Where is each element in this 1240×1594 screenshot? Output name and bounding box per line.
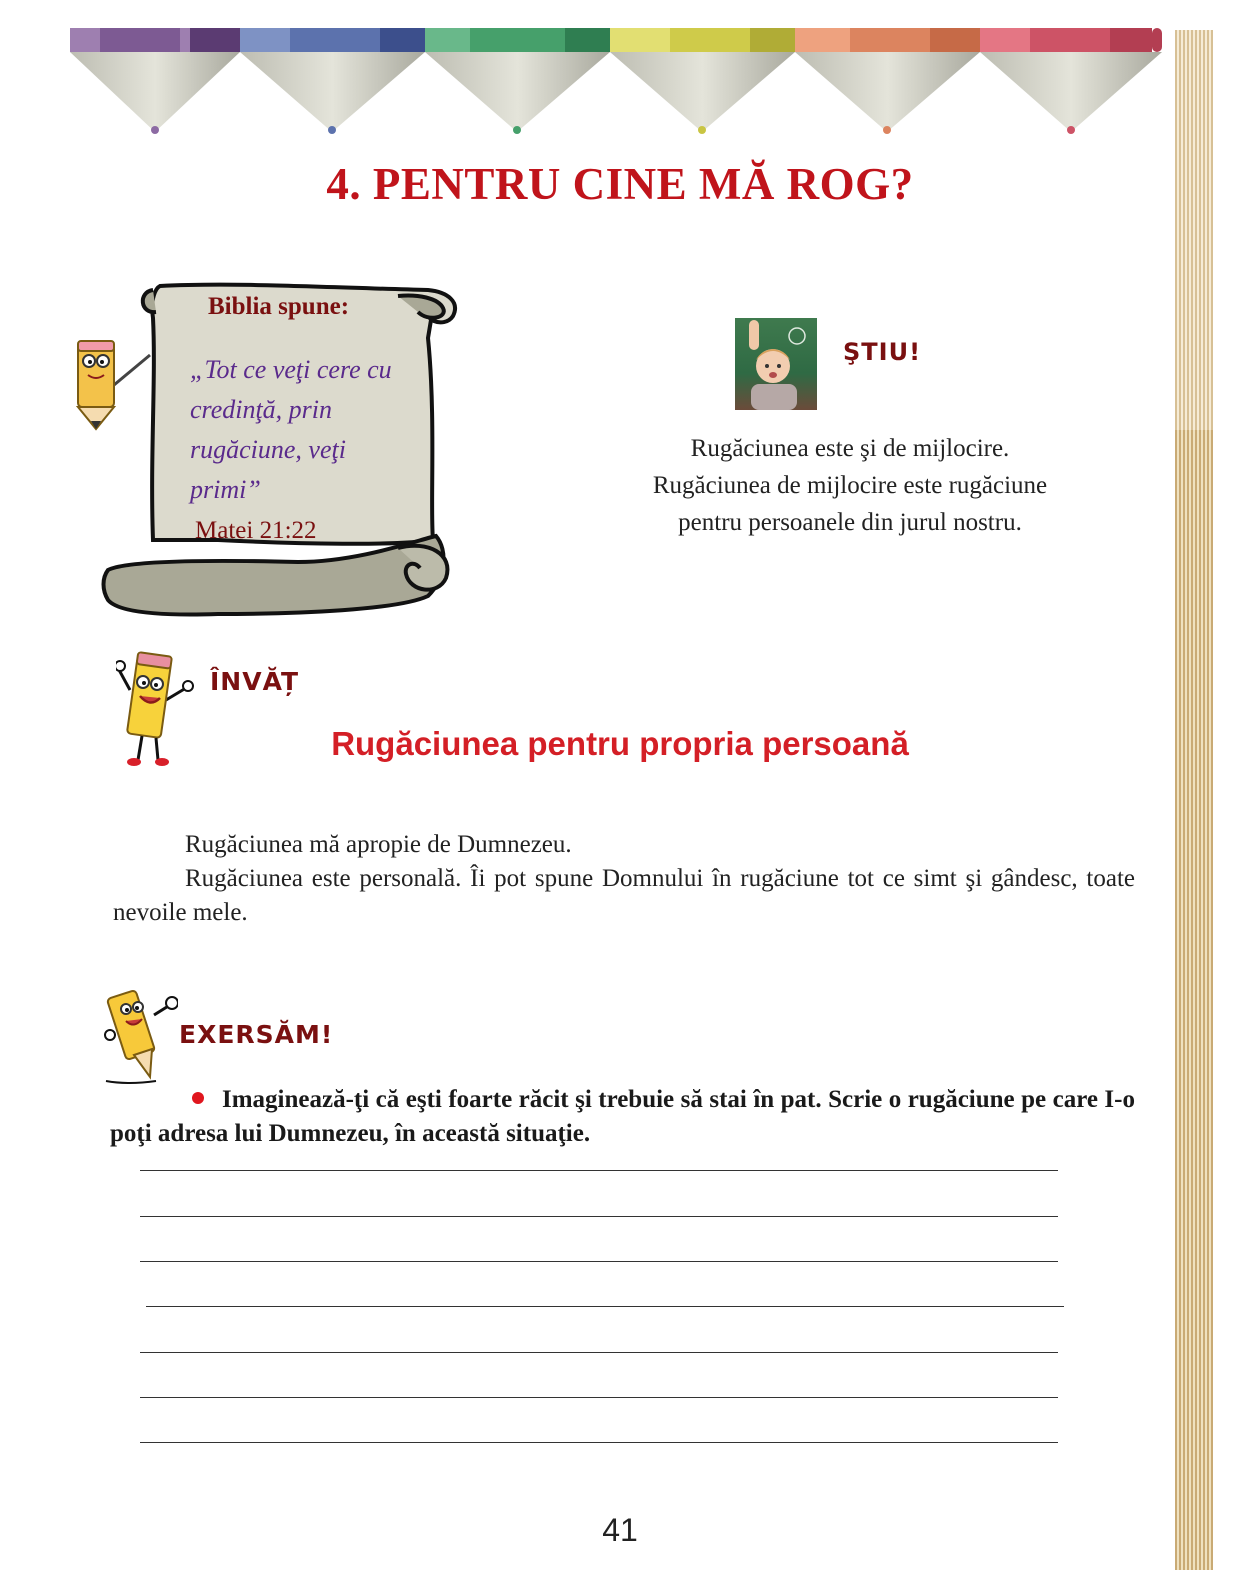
answer-line[interactable]	[140, 1397, 1058, 1398]
stiu-line: Rugăciunea de mijlocire este rugăciune	[652, 472, 1048, 499]
answer-line[interactable]	[140, 1261, 1058, 1262]
decorative-side-strip	[1175, 30, 1213, 1570]
lesson-subtitle	[0, 725, 1240, 763]
teacher-pencil-icon	[66, 333, 156, 433]
invat-heading: ÎNVĂȚ	[210, 667, 300, 696]
stiu-line: pentru persoanele din jurul nostru.	[678, 509, 1022, 536]
body-paragraph: Rugăciunea mă apropie de Dumnezeu.	[185, 831, 572, 858]
stiu-line: Rugăciunea este şi de mijlocire.	[690, 435, 1010, 462]
bullet-icon	[192, 1092, 204, 1104]
bible-reference: Matei 21:22	[195, 517, 317, 544]
answer-line[interactable]	[140, 1170, 1058, 1171]
lesson-title: 4. PENTRU CINE MĂ ROG?	[326, 159, 914, 209]
answer-line[interactable]	[140, 1216, 1058, 1217]
answer-line[interactable]	[146, 1306, 1064, 1307]
bible-quote: „Tot ce veţi cere cu credinţă, prin rugăciune, veţi primi”	[190, 355, 392, 504]
page-number: 41	[602, 1512, 638, 1548]
exersam-heading: EXERSĂM!	[179, 1020, 334, 1049]
stiu-text	[600, 430, 1100, 541]
answer-line[interactable]	[140, 1442, 1058, 1443]
exercise-task	[110, 1083, 1135, 1151]
bible-box-heading: Biblia spune:	[208, 293, 350, 320]
exercise-task-text: Imaginează-ţi că eşti foarte răcit şi trebuie să stai în pat. Scrie o rugăciune pe care I-o poţi adresa lui Dumnezeu, în această situaţie.	[110, 1086, 1135, 1147]
answer-line[interactable]	[140, 1352, 1058, 1353]
pencil-crayon-banner	[70, 28, 1170, 140]
stiu-heading: ŞTIU!	[843, 338, 922, 366]
child-raising-hand-photo	[735, 318, 817, 410]
body-paragraph: Rugăciunea este personală. Îi pot spune Domnului în rugăciune tot ce simt şi gândesc, toate nevoile mele.	[113, 865, 1135, 926]
lesson-subtitle-text: Rugăciunea pentru propria persoană	[331, 725, 909, 762]
lesson-body	[113, 828, 1135, 930]
writing-pencil-icon	[98, 985, 178, 1085]
